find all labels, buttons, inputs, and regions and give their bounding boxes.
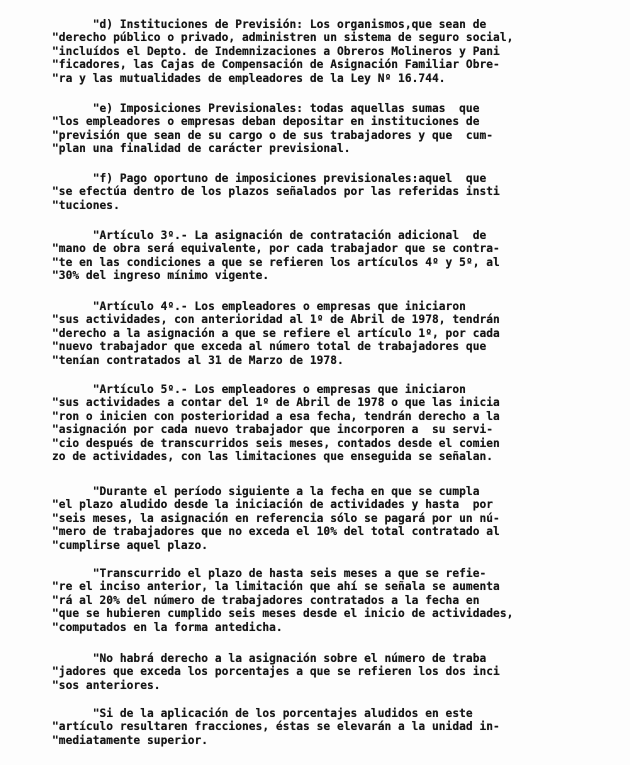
- paragraph-no-habra-derecho: [52, 652, 606, 692]
- text-line: "rá al 20% del número de trabajadores contratados a la fecha en: [52, 593, 480, 607]
- text-line: "30% del ingreso mínimo vigente.: [52, 269, 270, 283]
- text-line: "Artículo 4º.- Los empleadores o empresas que iniciaron: [52, 300, 466, 313]
- paragraph-d-instituciones-prevision: [52, 18, 606, 85]
- text-line: "asignación por cada nuevo trabajador que incorporen a su servi-: [52, 423, 494, 437]
- text-line: "sus actividades a contar del 1º de Abril de 1978 o que las inicia: [52, 396, 500, 410]
- text-line: "jadores que exceda los porcentajes a que se refieren los dos inci: [52, 665, 500, 679]
- paragraph-transcurrido-plazo: [52, 567, 606, 634]
- text-line: "se efectúa dentro de los plazos señalados por las referidas insti: [52, 185, 500, 199]
- text-line: "mediatamente superior.: [52, 733, 209, 747]
- text-line: "Si de la aplicación de los porcentajes aludidos en este: [52, 707, 473, 720]
- text-line: "Durante el período siguiente a la fecha en que se cumpla: [52, 485, 480, 498]
- text-line: "los empleadores o empresas deban depositar en instituciones de: [52, 115, 480, 129]
- paragraph-e-imposiciones-previsionales: [52, 102, 606, 156]
- text-line: "mano de obra será equivalente, por cada trabajador que se contra-: [52, 242, 500, 256]
- text-line: "te en las condiciones a que se refieren los artículos 4º y 5º, al: [52, 255, 500, 269]
- text-line: "cumplirse aquel plazo.: [52, 538, 209, 552]
- text-line: "seis meses, la asignación en referencia sólo se pagará por un nú-: [52, 511, 500, 525]
- text-line: "que se hubieren cumplido seis meses desde el inicio de actividades,: [52, 607, 514, 621]
- text-line: "nuevo trabajador que exceda al número total de trabajadores que: [52, 340, 487, 354]
- text-line: "el plazo aludido desde la iniciación de actividades y hasta por: [52, 498, 494, 512]
- text-line: "sos anteriores.: [52, 678, 161, 692]
- text-line: "Artículo 3º.- La asignación de contratación adicional de: [52, 229, 487, 242]
- text-line: "cio después de transcurridos seis meses, contados desde el comien: [52, 436, 500, 450]
- text-line: "ron o inicien con posterioridad a esa fecha, tendrán derecho a la: [52, 409, 500, 423]
- text-line: "e) Imposiciones Previsionales: todas aquellas sumas que: [52, 102, 480, 115]
- text-line: "computados en la forma antedicha.: [52, 620, 283, 634]
- text-line: "Transcurrido el plazo de hasta seis meses a que se refie-: [52, 567, 487, 580]
- text-line: "ra y las mutualidades de empleadores de la Ley Nº 16.744.: [52, 71, 446, 85]
- text-line: "d) Instituciones de Previsión: Los organismos,que sean de: [52, 18, 487, 31]
- text-line: "previsión que sean de su cargo o de sus trabajadores y que cum-: [52, 128, 494, 142]
- paragraph-articulo-5: [52, 383, 606, 463]
- text-line: "incluídos el Depto. de Indemnizaciones a Obreros Molineros y Pani: [52, 44, 500, 58]
- text-line: "No habrá derecho a la asignación sobre el número de traba: [52, 652, 487, 665]
- text-line: "derecho a la asignación a que se refiere el artículo 1º, por cada: [52, 326, 500, 340]
- text-line: "derecho público o privado, administren un sistema de seguro social,: [52, 31, 514, 45]
- text-line: "ficadores, las Cajas de Compensación de Asignación Familiar Obre-: [52, 58, 500, 72]
- text-line: "artículo resultaren fracciones, éstas se elevarán a la unidad in-: [52, 720, 500, 734]
- text-line: "tuciones.: [52, 198, 120, 212]
- text-line: zo de actividades, con las limitaciones que enseguida se señalan.: [52, 450, 494, 464]
- text-line: "f) Pago oportuno de imposiciones previsionales:aquel que: [52, 172, 487, 185]
- text-line: "sus actividades, con anterioridad al 1º de Abril de 1978, tendrán: [52, 313, 500, 327]
- text-line: "mero de trabajadores que no exceda el 10% del total contratado al: [52, 525, 500, 539]
- text-line: "tenían contratados al 31 de Marzo de 1978.: [52, 353, 344, 367]
- text-line: "plan una finalidad de carácter previsional.: [52, 142, 351, 156]
- paragraph-fracciones: [52, 707, 606, 747]
- text-line: "re el inciso anterior, la limitación que ahí se señala se aumenta: [52, 580, 500, 594]
- paragraph-articulo-4: [52, 300, 606, 367]
- paragraph-articulo-3: [52, 229, 606, 283]
- paragraph-periodo-siguiente: [52, 485, 606, 552]
- paragraph-f-pago-oportuno: [52, 172, 606, 212]
- text-line: "Artículo 5º.- Los empleadores o empresas que iniciaron: [52, 383, 466, 396]
